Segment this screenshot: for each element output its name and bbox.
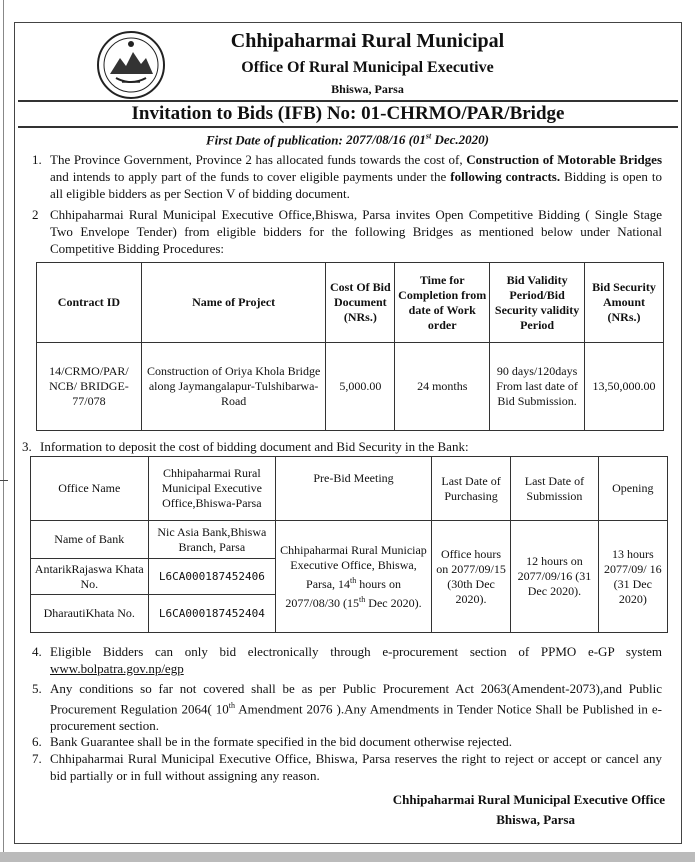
th-time: Time for Completion from date of Work order: [395, 263, 490, 343]
bottom-bar: [0, 852, 695, 862]
table-row: [37, 343, 664, 431]
paragraph-1: 1. The Province Government, Province 2 has allocated funds towards the cost of, Construction of Motorable Bridges and intends to apply part of the funds to cover eligible payments under the following contracts. Bidding is open to all eligible bidders as per Section V of bidding document.: [32, 152, 663, 201]
opening-value: 13 hours 2077/09/ 16 (31 Dec 2020): [598, 521, 667, 633]
office-title: Office Of Rural Municipal Executive: [241, 59, 494, 76]
th-security: Bid Security Amount (NRs.): [585, 263, 664, 343]
paragraph-2: 2 Chhipaharmai Rural Municipal Executive Office,Bhiswa, Parsa invites Open Competitive Bidding ( Single Stage Two Envelope Tender) from eligible bidders for the following Bridges as mentioned below under National Competitive Bidding Procedures:: [32, 207, 662, 256]
municipality-title: Chhipaharmai Rural Municipal: [230, 30, 505, 52]
contract-table: [36, 262, 664, 431]
publication-date-value: 2077/08/16 (01st Dec.2020): [346, 132, 490, 148]
th-contract-id: Contract ID: [37, 263, 142, 343]
th-project: Name of Project: [141, 263, 325, 343]
submission-value: 12 hours on 2077/09/16 (31 Dec 2020).: [511, 521, 598, 633]
th-office-name: Office Name: [31, 457, 149, 521]
publication-date: [0, 132, 695, 148]
page-edge-mark: [0, 480, 8, 481]
th-validity: Bid Validity Period/Bid Security validity Period: [490, 263, 585, 343]
paragraph-4: 4. Eligible Bidders can only bid electronically through e-procurement section of PPMO e-GP system www.bolpatra.gov.np/egp: [32, 644, 662, 676]
ifb-banner: Invitation to Bids (IFB) No: 01-CHRMO/PAR/Bridge: [18, 100, 678, 128]
bank-table: [30, 456, 668, 633]
signature-office: Chhipaharmai Rural Municipal Executive Office: [392, 792, 665, 807]
khata2-value: L6CA000187452404: [148, 595, 276, 633]
prebid-value: Chhipaharmai Rural Municiap Executive Office, Bhiswa, Parsa, 14th hours on 2077/08/30 (15th Dec 2020).: [276, 521, 432, 633]
th-purchasing: Last Date of Purchasing: [431, 457, 510, 521]
khata1-value: L6CA000187452406: [148, 559, 276, 595]
th-opening: Opening: [598, 457, 667, 521]
bank-value: Nic Asia Bank,Bhiswa Branch, Parsa: [148, 521, 276, 559]
paragraph-3: 3. Information to deposit the cost of bidding document and Bid Security in the Bank:: [22, 439, 469, 454]
office-location: Bhiswa, Parsa: [331, 82, 404, 96]
th-cost: Cost Of Bid Document (NRs.): [326, 263, 395, 343]
paragraph-5: 5. Any conditions so far not covered shall be as per Public Procurement Act 2063(Amendent-2073),and Public Procurement Regulation 2064( 10th Amendment 2076 ).Any Amendments in Tender Notice Shall be Published in e-procurement section.: [32, 681, 662, 734]
egp-link[interactable]: www.bolpatra.gov.np/egp: [50, 661, 184, 676]
time-value: 24 months: [395, 343, 490, 431]
cost-value: 5,000.00: [326, 343, 395, 431]
paragraph-6: 6. Bank Guarantee shall be in the formate specified in the bid document otherwise rejected.: [32, 734, 513, 749]
bank-label: Name of Bank: [31, 521, 149, 559]
security-value: 13,50,000.00: [585, 343, 664, 431]
contract-id: 14/CRMO/PAR/ NCB/ BRIDGE-77/078: [37, 343, 142, 431]
khata2-label: DharautiKhata No.: [31, 595, 149, 633]
th-office-value: Chhipaharmai Rural Municipal Executive Office,Bhiswa-Parsa: [148, 457, 276, 521]
project-name: Construction of Oriya Khola Bridge along Jaymangalapur-Tulshibarwa-Road: [141, 343, 325, 431]
khata1-label: AntarikRajaswa Khata No.: [31, 559, 149, 595]
publication-label: First Date of publication:: [205, 132, 343, 148]
validity-value: 90 days/120days From last date of Bid Submission.: [490, 343, 585, 431]
signature-location: Bhiswa, Parsa: [496, 812, 575, 827]
paragraph-7: 7. Chhipaharmai Rural Municipal Executive Office, Bhiswa, Parsa reserves the right to reject or accept or cancel any bid partially or in full without assigning any reason.: [32, 751, 662, 783]
th-submission: Last Date of Submission: [511, 457, 598, 521]
page-edge-line: [3, 0, 4, 862]
purchasing-value: Office hours on 2077/09/15 (30th Dec 2020).: [431, 521, 510, 633]
th-prebid: Pre-Bid Meeting: [276, 457, 432, 521]
